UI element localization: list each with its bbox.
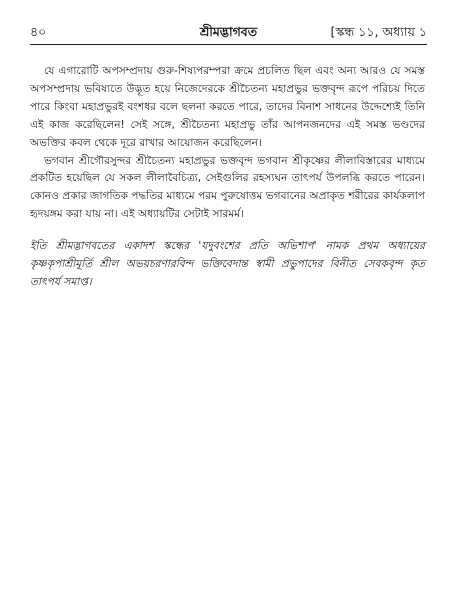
body-text: [30, 63, 425, 292]
chapter-reference: [স্কন্ধ ১১, অধ্যায় ১: [330, 24, 427, 39]
paragraph-2: ভগবান শ্রীগৌরসুন্দর শ্রীচৈতন্য মহাপ্রভুর ভক্তবৃন্দ ভগবান শ্রীকৃষ্ণের লীলাবিস্তারের মাধ্যমে প্রকটিত হয়েছিল যে সকল লীলাবৈচিত্র্য, সেইগুলির রহস্যঘন তাৎপর্য উপলব্ধি করতে পারেন। কোনও প্রকার জাগতিক পদ্ধতির মাধ্যমে পরম পুরুষোত্তম ভগবানের অপ্রাকৃত শরীরের কার্যকলাপ হৃদয়ঙ্গম করা যায় না। এই অধ্যায়টির সেটাই সারমর্ম।: [30, 154, 425, 221]
paragraph-1: যে এগারোটি অপসম্প্রদায় গুরু-শিষ্যপরম্পরা ক্রমে প্রচলিত ছিল এবং অন্য আরও যে সমস্ত অপসম্প্রদায় ভবিষ্যতে উদ্ভূত হয়ে নিজেদেরকে শ্রীচৈতন্য মহাপ্রভুর ভক্তবৃন্দ রূপে পরিচয় দিতে পারে কিংবা মহাপ্রভুরই বংশধর বলে ছলনা করতে পারে, তাদের বিনাশ সাধনের উদ্দেশ্যেই তিনি এই কাজ করেছিলেন! সেই সঙ্গে, শ্রীচৈতন্য মহাপ্রভু তাঁর আপনজনদের এই সমস্ত ভণ্ডদের অভক্তির কবল থেকে দূরে রাখার আয়োজন করেছিলেন।: [30, 65, 425, 149]
running-header: [30, 22, 427, 42]
header-rule: [30, 44, 427, 45]
chapter-colophon: ইতি শ্রীমদ্ভাগবতের একাদশ স্কন্ধের 'যদুবংশের প্রতি অভিশাপ' নামক প্রথম অধ্যায়ের কৃষ্ণকৃপাশ্রীমূর্তি শ্রীল অভয়চরণারবিন্দ ভক্তিবেদান্ত স্বামী প্রভুপাদের বিনীত সেবকবৃন্দ কৃত তাৎপর্য সমাপ্ত।: [30, 240, 425, 288]
page-number: ৪০: [30, 24, 47, 39]
book-title: শ্রীমদ্ভাগবত: [199, 24, 258, 39]
